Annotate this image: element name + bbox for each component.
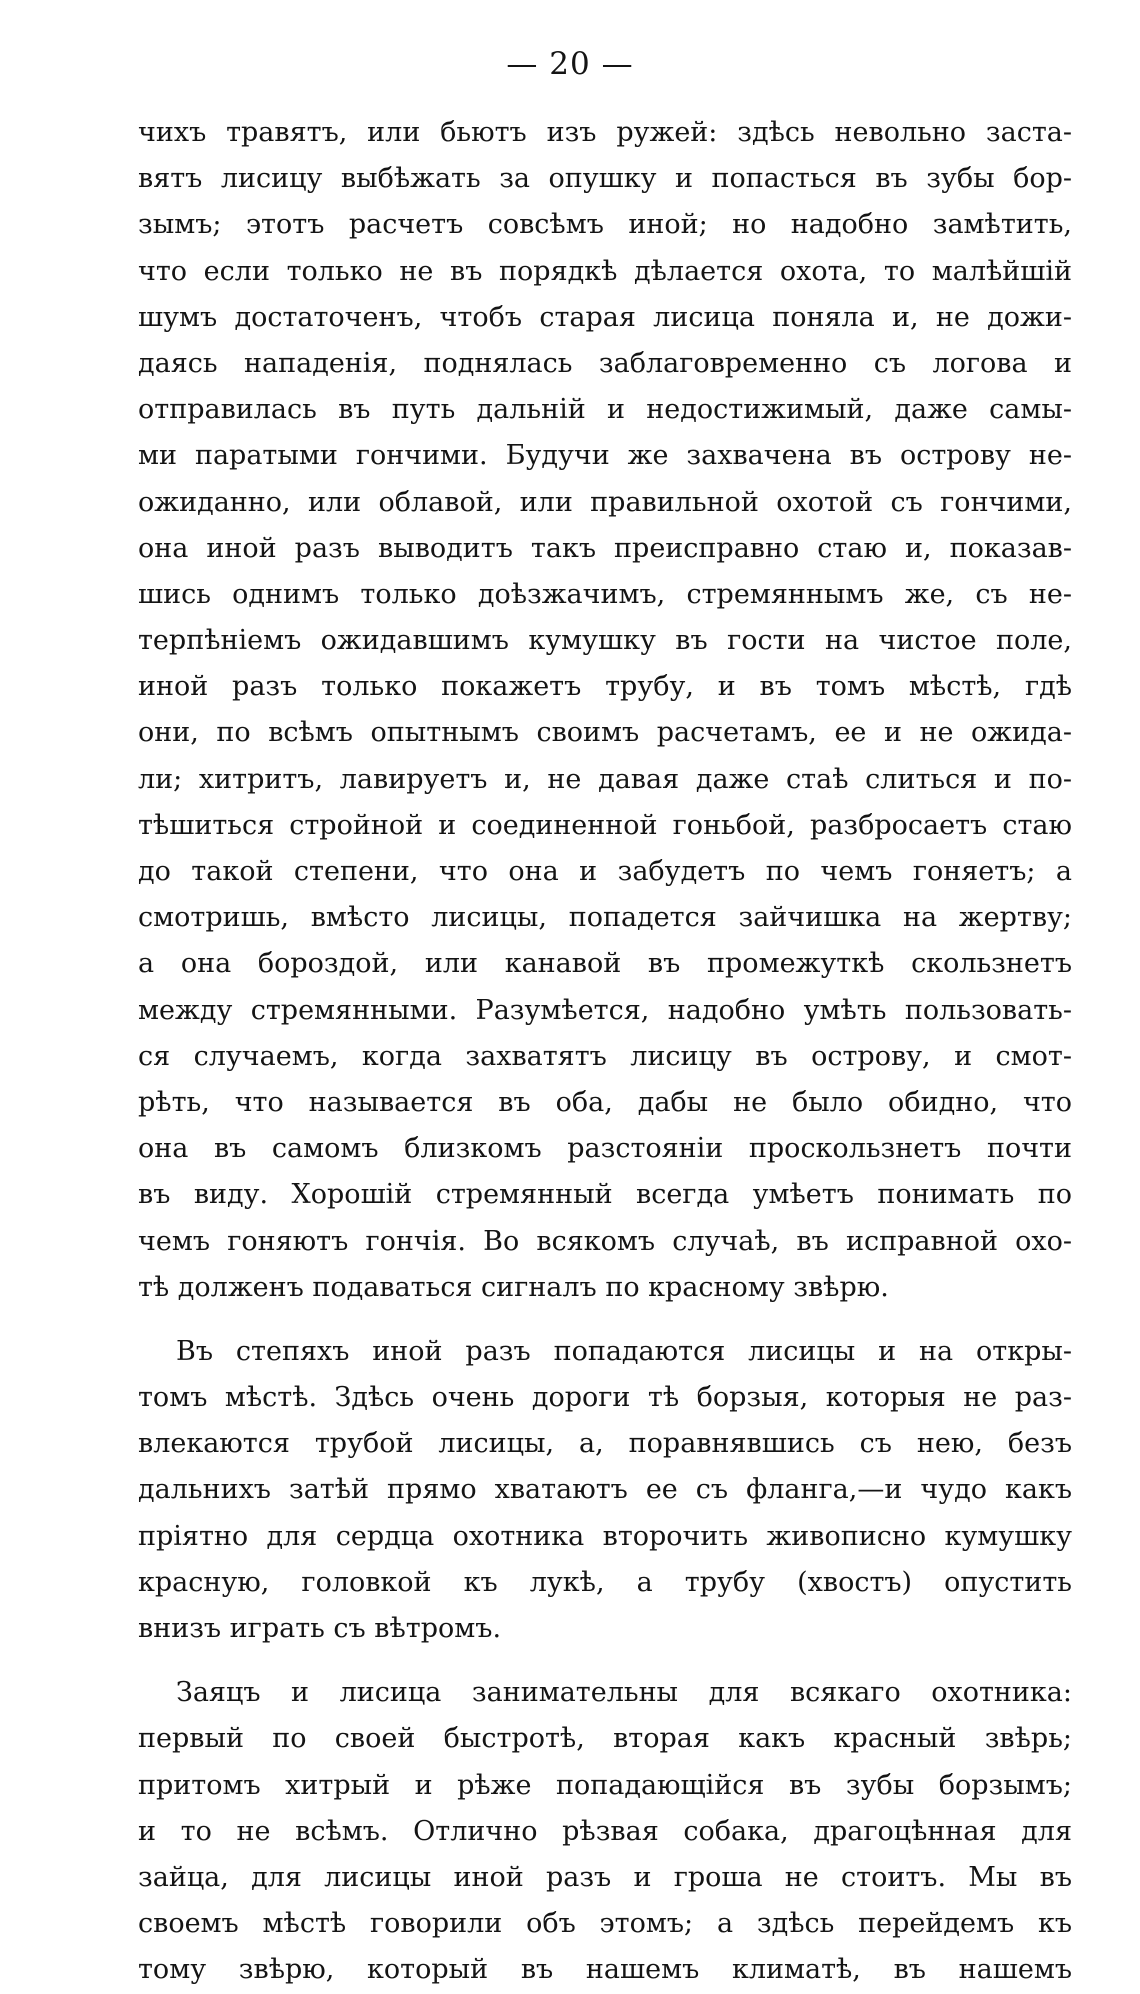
text-line: что если только не въ порядкѣ дѣлается охота, то малѣйшій <box>138 255 1072 287</box>
text-line: внизъ играть съ вѣтромъ. <box>138 1613 502 1644</box>
text-line: она въ самомъ близкомъ разстояніи проскользнетъ почти <box>138 1133 1072 1165</box>
text-line: зайца, для лисицы иной разъ и гроша не стоитъ. Мы въ <box>138 1861 1072 1893</box>
text-line: между стремянными. Разумѣется, надобно умѣть пользовать- <box>138 994 1072 1026</box>
text-line: тому звѣрю, который въ нашемъ климатѣ, въ нашемъ <box>138 1954 1072 1986</box>
page-number: — 20 — <box>506 46 634 82</box>
text-line: дальнихъ затѣй прямо хватаютъ ее съ фланга,—и чудо какъ <box>138 1474 1072 1506</box>
text-line: Въ степяхъ иной разъ попадаются лисицы и на откры- <box>176 1335 1072 1367</box>
text-line: притомъ хитрый и рѣже попадающійся въ зубы борзымъ; <box>138 1769 1072 1801</box>
text-line: терпѣніемъ ожидавшимъ кумушку въ гости на чистое поле, <box>138 625 1072 657</box>
text-line: и то не всѣмъ. Отлично рѣзвая собака, драгоцѣнная для <box>138 1815 1072 1847</box>
text-line: смотришь, вмѣсто лисицы, попадется зайчишка на жертву; <box>138 902 1072 934</box>
text-line: пріятно для сердца охотника второчить живописно кумушку <box>138 1520 1072 1552</box>
text-line: въ виду. Хорошій стремянный всегда умѣетъ понимать по <box>138 1179 1072 1211</box>
text-line: Заяцъ и лисица занимательны для всякаго охотника: <box>176 1677 1072 1709</box>
text-line: чихъ травятъ, или бьютъ изъ ружей: здѣсь невольно заста- <box>138 117 1072 148</box>
text-line: ли; хитритъ, лавируетъ и, не давая даже стаѣ слиться и по- <box>138 763 1072 795</box>
text-line: тѣшиться стройной и соединенной гоньбой, разбросаетъ стаю <box>138 809 1072 841</box>
text-line: тѣ долженъ подаваться сигналъ по красному звѣрю. <box>138 1271 889 1303</box>
text-line: ся случаемъ, когда захватятъ лисицу въ острову, и смот- <box>138 1040 1072 1072</box>
text-line: зымъ; этотъ расчетъ совсѣмъ иной; но надобно замѣтить, <box>138 209 1072 241</box>
text-line: шись однимъ только доѣзжачимъ, стремяннымъ же, съ не- <box>138 578 1072 610</box>
text-line: красную, головкой къ лукѣ, а трубу (хвостъ) опустить <box>138 1566 1072 1598</box>
text-line: а она бороздой, или канавой въ промежуткѣ скользнетъ <box>138 948 1072 980</box>
text-line: влекаются трубой лисицы, а, поравнявшись съ нею, безъ <box>138 1428 1072 1460</box>
text-line: шумъ достаточенъ, чтобъ старая лисица поняла и, не дожи- <box>138 301 1072 333</box>
text-line: они, по всѣмъ опытнымъ своимъ расчетамъ, ее и не ожида- <box>138 717 1072 749</box>
paragraph-gap <box>138 1652 1072 1670</box>
text-line: томъ мѣстѣ. Здѣсь очень дороги тѣ борзыя, которыя не раз- <box>138 1382 1072 1414</box>
text-line: первый по своей быстротѣ, вторая какъ красный звѣрь; <box>138 1723 1072 1755</box>
paragraph <box>138 110 1072 1311</box>
text-line: она иной разъ выводитъ такъ преисправно стаю и, показав- <box>138 532 1072 564</box>
paragraph <box>138 1329 1072 1652</box>
text-line: своемъ мѣстѣ говорили объ этомъ; а здѣсь перейдемъ къ <box>138 1908 1072 1940</box>
text-line: до такой степени, что она и забудетъ по чемъ гоняетъ; а <box>138 856 1072 887</box>
text-line: иной разъ только покажетъ трубу, и въ томъ мѣстѣ, гдѣ <box>138 671 1072 703</box>
text-line: ожиданно, или облавой, или правильной охотой съ гончими, <box>138 486 1072 518</box>
paragraph-gap <box>138 1311 1072 1329</box>
text-line: даясь нападенія, поднялась заблаговременно съ логова и <box>138 347 1072 379</box>
text-line: рѣть, что называется въ оба, дабы не было обидно, что <box>138 1086 1072 1118</box>
body-text <box>138 110 1072 1994</box>
text-line: ми паратыми гончими. Будучи же захвачена въ острову не- <box>138 440 1072 472</box>
text-line: вятъ лисицу выбѣжать за опушку и попасться въ зубы бор- <box>138 163 1072 195</box>
text-line: чемъ гоняютъ гончія. Во всякомъ случаѣ, въ исправной охо- <box>138 1225 1072 1257</box>
paragraph <box>138 1670 1072 1993</box>
text-line: отправилась въ путь дальній и недостижимый, даже самы- <box>138 394 1072 426</box>
